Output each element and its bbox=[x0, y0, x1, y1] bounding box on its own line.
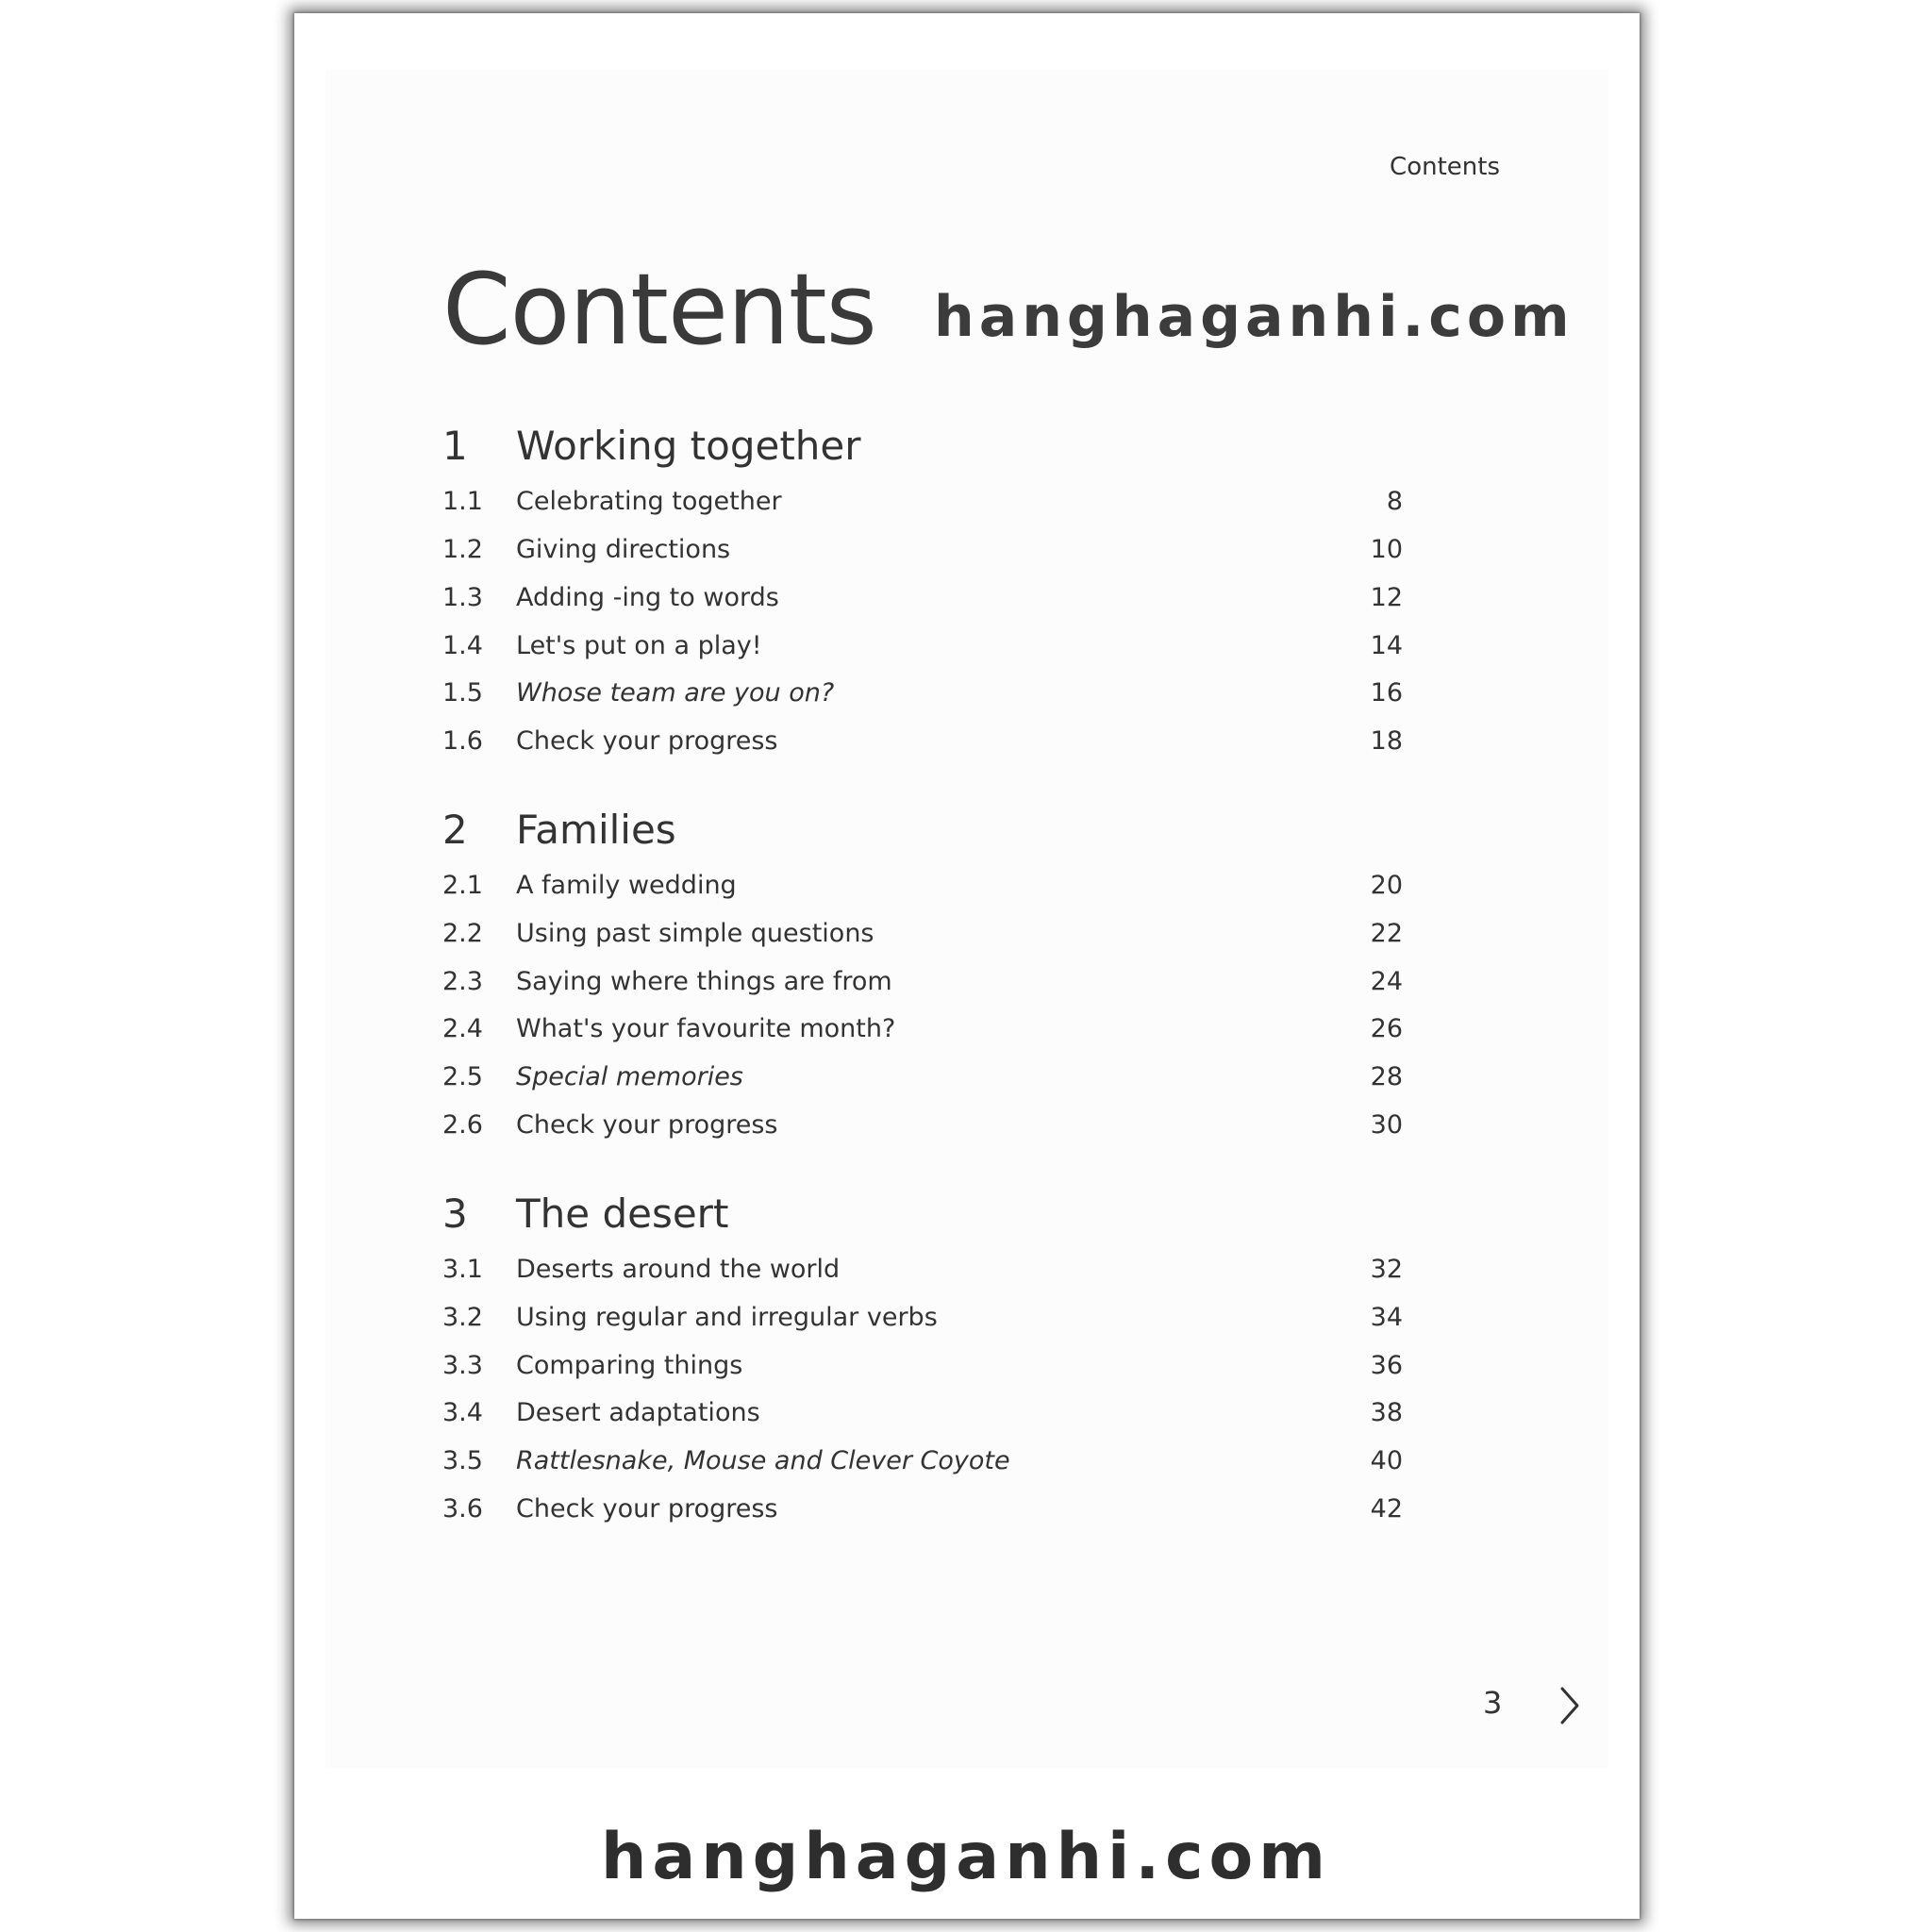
entry-page: 34 bbox=[1370, 1303, 1403, 1332]
entry-number: 2.1 bbox=[442, 871, 483, 900]
entry-label: Celebrating together bbox=[516, 487, 782, 516]
toc-entry[interactable] bbox=[442, 1058, 1403, 1096]
entry-page: 24 bbox=[1370, 967, 1403, 996]
entry-label: A family wedding bbox=[516, 871, 737, 900]
entry-page: 30 bbox=[1370, 1110, 1403, 1140]
chevron-right-icon[interactable] bbox=[1557, 1685, 1583, 1726]
entry-number: 1.3 bbox=[442, 583, 483, 612]
entry-number: 2.6 bbox=[442, 1110, 483, 1140]
section-title: Families bbox=[516, 807, 676, 853]
toc-entry[interactable] bbox=[442, 627, 1403, 665]
entry-page: 10 bbox=[1370, 535, 1403, 564]
section-number: 1 bbox=[442, 423, 468, 469]
entry-number: 1.5 bbox=[442, 678, 483, 708]
entry-label: Check your progress bbox=[516, 1110, 778, 1140]
section-number: 2 bbox=[442, 807, 468, 853]
entry-number: 1.4 bbox=[442, 631, 483, 660]
toc-entry[interactable] bbox=[442, 915, 1403, 953]
entry-number: 3.6 bbox=[442, 1494, 483, 1524]
section-number: 3 bbox=[442, 1191, 468, 1237]
entry-page: 26 bbox=[1370, 1014, 1403, 1043]
entry-label: Check your progress bbox=[516, 1494, 778, 1524]
entry-label: Adding -ing to words bbox=[516, 583, 779, 612]
entry-label: Desert adaptations bbox=[516, 1398, 760, 1427]
entry-page: 36 bbox=[1370, 1351, 1403, 1380]
entry-page: 12 bbox=[1370, 583, 1403, 612]
entry-number: 1.1 bbox=[442, 487, 483, 516]
entry-number: 3.2 bbox=[442, 1303, 483, 1332]
toc-entry[interactable] bbox=[442, 1347, 1403, 1385]
toc-entry[interactable] bbox=[442, 1491, 1403, 1528]
section-title: Working together bbox=[516, 423, 861, 469]
entry-page: 40 bbox=[1370, 1446, 1403, 1475]
entry-label: Check your progress bbox=[516, 726, 778, 756]
entry-label: What's your favourite month? bbox=[516, 1014, 896, 1043]
entry-label: Special memories bbox=[516, 1062, 743, 1091]
entry-number: 3.4 bbox=[442, 1398, 483, 1427]
entry-number: 1.2 bbox=[442, 535, 483, 564]
entry-label: Let's put on a play! bbox=[516, 631, 762, 660]
toc-entry[interactable] bbox=[442, 579, 1403, 617]
entry-number: 3.1 bbox=[442, 1255, 483, 1284]
entry-number: 2.5 bbox=[442, 1062, 483, 1091]
entry-label: Using past simple questions bbox=[516, 919, 874, 948]
entry-label: Whose team are you on? bbox=[516, 678, 835, 708]
entry-number: 2.2 bbox=[442, 919, 483, 948]
entry-number: 1.6 bbox=[442, 726, 483, 756]
entry-page: 42 bbox=[1370, 1494, 1403, 1524]
entry-page: 18 bbox=[1370, 726, 1403, 756]
entry-page: 8 bbox=[1386, 487, 1403, 516]
toc-entry[interactable] bbox=[442, 963, 1403, 1001]
watermark-top: hanghaganhi.com bbox=[934, 284, 1574, 350]
toc-entry[interactable] bbox=[442, 1010, 1403, 1048]
section-title: The desert bbox=[516, 1191, 729, 1237]
page-title: Contents bbox=[442, 252, 876, 367]
entry-number: 3.5 bbox=[442, 1446, 483, 1475]
entry-label: Saying where things are from bbox=[516, 967, 892, 996]
entry-label: Rattlesnake, Mouse and Clever Coyote bbox=[516, 1446, 1010, 1475]
entry-page: 20 bbox=[1370, 871, 1403, 900]
entry-page: 38 bbox=[1370, 1398, 1403, 1427]
entry-page: 14 bbox=[1370, 631, 1403, 660]
entry-number: 3.3 bbox=[442, 1351, 483, 1380]
toc-entry[interactable] bbox=[442, 1251, 1403, 1289]
toc-entry[interactable] bbox=[442, 1107, 1403, 1144]
toc-entry[interactable] bbox=[442, 1442, 1403, 1480]
entry-label: Deserts around the world bbox=[516, 1255, 841, 1284]
entry-label: Comparing things bbox=[516, 1351, 743, 1380]
toc-entry[interactable] bbox=[442, 483, 1403, 521]
entry-label: Giving directions bbox=[516, 535, 731, 564]
toc-entry[interactable] bbox=[442, 1299, 1403, 1337]
toc-entry[interactable] bbox=[442, 531, 1403, 569]
watermark-bottom: hanghaganhi.com bbox=[600, 1820, 1332, 1894]
entry-page: 32 bbox=[1370, 1255, 1403, 1284]
page-number: 3 bbox=[1483, 1685, 1503, 1721]
running-head: Contents bbox=[1390, 153, 1500, 181]
entry-page: 28 bbox=[1370, 1062, 1403, 1091]
entry-number: 2.4 bbox=[442, 1014, 483, 1043]
toc-entry[interactable] bbox=[442, 675, 1403, 712]
entry-page: 22 bbox=[1370, 919, 1403, 948]
toc-entry[interactable] bbox=[442, 1394, 1403, 1432]
document-page bbox=[294, 13, 1640, 1919]
entry-label: Using regular and irregular verbs bbox=[516, 1303, 938, 1332]
toc-entry[interactable] bbox=[442, 867, 1403, 905]
entry-page: 16 bbox=[1370, 678, 1403, 708]
toc-entry[interactable] bbox=[442, 723, 1403, 760]
entry-number: 2.3 bbox=[442, 967, 483, 996]
